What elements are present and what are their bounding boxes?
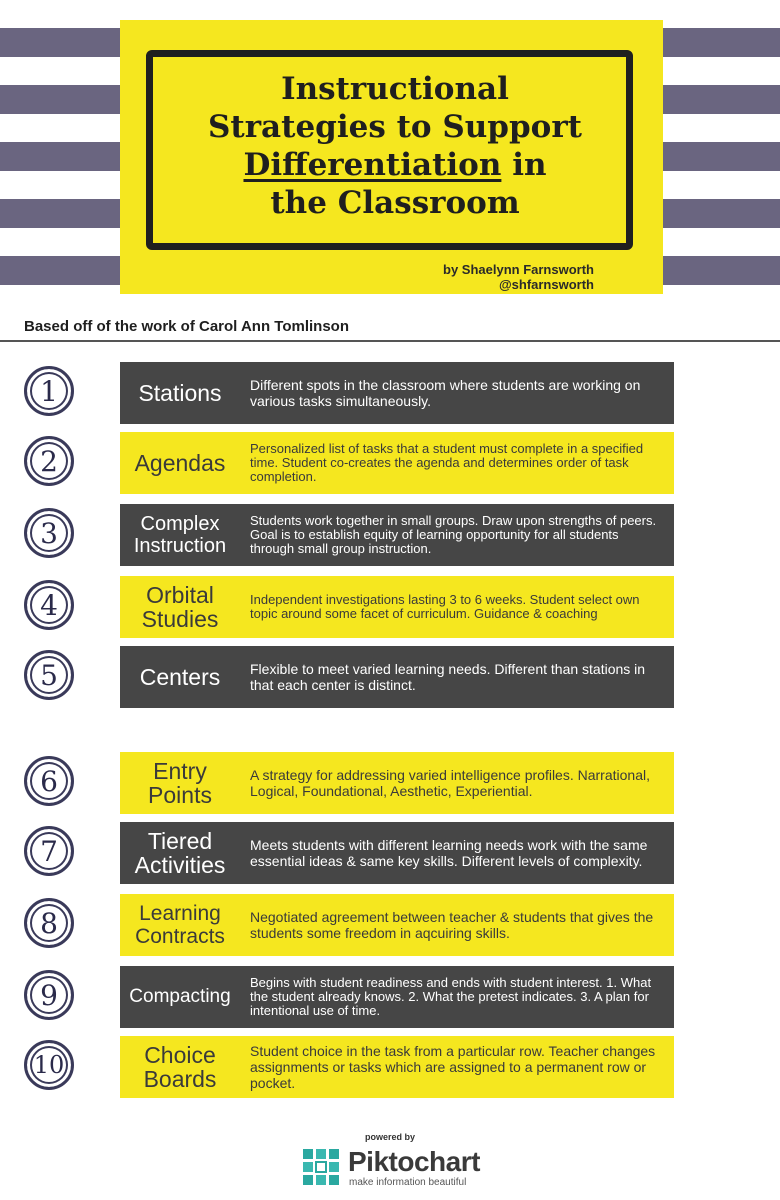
strategy-bar <box>120 646 674 708</box>
strategy-bar <box>120 894 674 956</box>
strategy-bar <box>120 822 674 884</box>
strategy-description: Negotiated agreement between teacher & students that gives the students some freedom in aqcuiring skills. <box>250 909 654 941</box>
strategy-name: Centers <box>139 664 221 690</box>
based-on-text: Based off of the work of Carol Ann Tomlinson <box>24 318 349 335</box>
piktochart-brand-name: Piktochart <box>348 1146 480 1177</box>
author-handle: @shfarnsworth <box>498 277 594 292</box>
author-name: by Shaelynn Farnsworth <box>443 262 594 277</box>
strategy-row-3 <box>0 504 780 566</box>
strategy-number-badge: 4 <box>24 580 74 630</box>
strategy-row-4 <box>0 576 780 638</box>
strategy-name: Choice Boards <box>143 1042 217 1092</box>
strategy-description: Student choice in the task from a particular row. Teacher changes assignments or tasks which are assigned to a permanent row or pocket. <box>250 1043 656 1091</box>
strategy-row-6 <box>0 752 780 814</box>
strategy-row-1 <box>0 362 780 424</box>
strategy-number-badge: 10 <box>24 1040 74 1090</box>
strategy-number-badge: 2 <box>24 436 74 486</box>
strategy-description: Meets students with different learning needs work with the same essential ideas & same key skills. Different levels of complexity. <box>250 837 648 869</box>
strategy-bar <box>120 362 674 424</box>
piktochart-tagline: make information beautiful <box>349 1177 467 1188</box>
strategy-name: Learning Contracts <box>135 902 225 948</box>
strategy-row-10 <box>0 1036 780 1098</box>
title-line-4: the Classroom <box>270 185 520 221</box>
strategy-description: Different spots in the classroom where students are working on various tasks simultaneously. <box>250 377 641 409</box>
strategy-number-badge: 1 <box>24 366 74 416</box>
strategy-description: A strategy for addressing varied intelligence profiles. Narrational, Logical, Foundational, Aesthetic, Experiential. <box>250 767 650 799</box>
based-on-bar <box>0 312 780 342</box>
strategy-bar <box>120 966 674 1028</box>
strategy-row-7 <box>0 822 780 884</box>
title-line-1: Instructional <box>281 71 509 107</box>
title-line-2: Strategies to Support <box>208 109 582 145</box>
piktochart-logo-icon <box>302 1148 340 1186</box>
page-title <box>180 70 610 222</box>
strategy-row-2 <box>0 432 780 494</box>
powered-by-text: powered by <box>364 1132 415 1142</box>
title-line-3-rest: in <box>501 147 547 183</box>
strategy-name: Compacting <box>129 986 231 1007</box>
strategy-row-9 <box>0 966 780 1028</box>
strategy-number-badge: 5 <box>24 650 74 700</box>
strategy-bar <box>120 576 674 638</box>
strategy-description: Begins with student readiness and ends with student interest. 1. What the student already knows. 2. What the pretest indicates. 3. A plan for intentional use of time. <box>250 975 652 1018</box>
strategy-name: Agendas <box>134 450 226 476</box>
strategy-description: Independent investigations lasting 3 to 6 weeks. Student select own topic around some facet of curriculum. Guidance & coaching <box>250 592 640 621</box>
byline <box>404 262 594 292</box>
strategy-number-badge: 8 <box>24 898 74 948</box>
strategy-number-badge: 7 <box>24 826 74 876</box>
strategy-name: Complex Instruction <box>133 513 227 557</box>
strategy-description: Flexible to meet varied learning needs. Different than stations in that each center is distinct. <box>250 661 646 693</box>
strategy-number-badge: 9 <box>24 970 74 1020</box>
strategy-name: Entry Points <box>148 758 212 808</box>
strategy-bar <box>120 1036 674 1098</box>
strategy-bar <box>120 752 674 814</box>
strategy-number-badge: 3 <box>24 508 74 558</box>
strategy-name: Orbital Studies <box>141 582 219 632</box>
strategy-row-8 <box>0 894 780 956</box>
strategy-description: Personalized list of tasks that a student must complete in a specified time. Student co-creates the agenda and determines order of task completion. <box>250 441 644 484</box>
strategy-bar <box>120 432 674 494</box>
strategy-name: Tiered Activities <box>134 828 226 878</box>
strategy-bar <box>120 504 674 566</box>
strategy-row-5 <box>0 646 780 708</box>
strategy-number-badge: 6 <box>24 756 74 806</box>
title-underlined-word: Differentiation <box>243 147 502 183</box>
strategy-description: Students work together in small groups. Draw upon strengths of peers. Goal is to establish equity of learning opportunity for all students through small group instruction. <box>250 513 657 556</box>
strategy-name: Stations <box>138 380 222 406</box>
